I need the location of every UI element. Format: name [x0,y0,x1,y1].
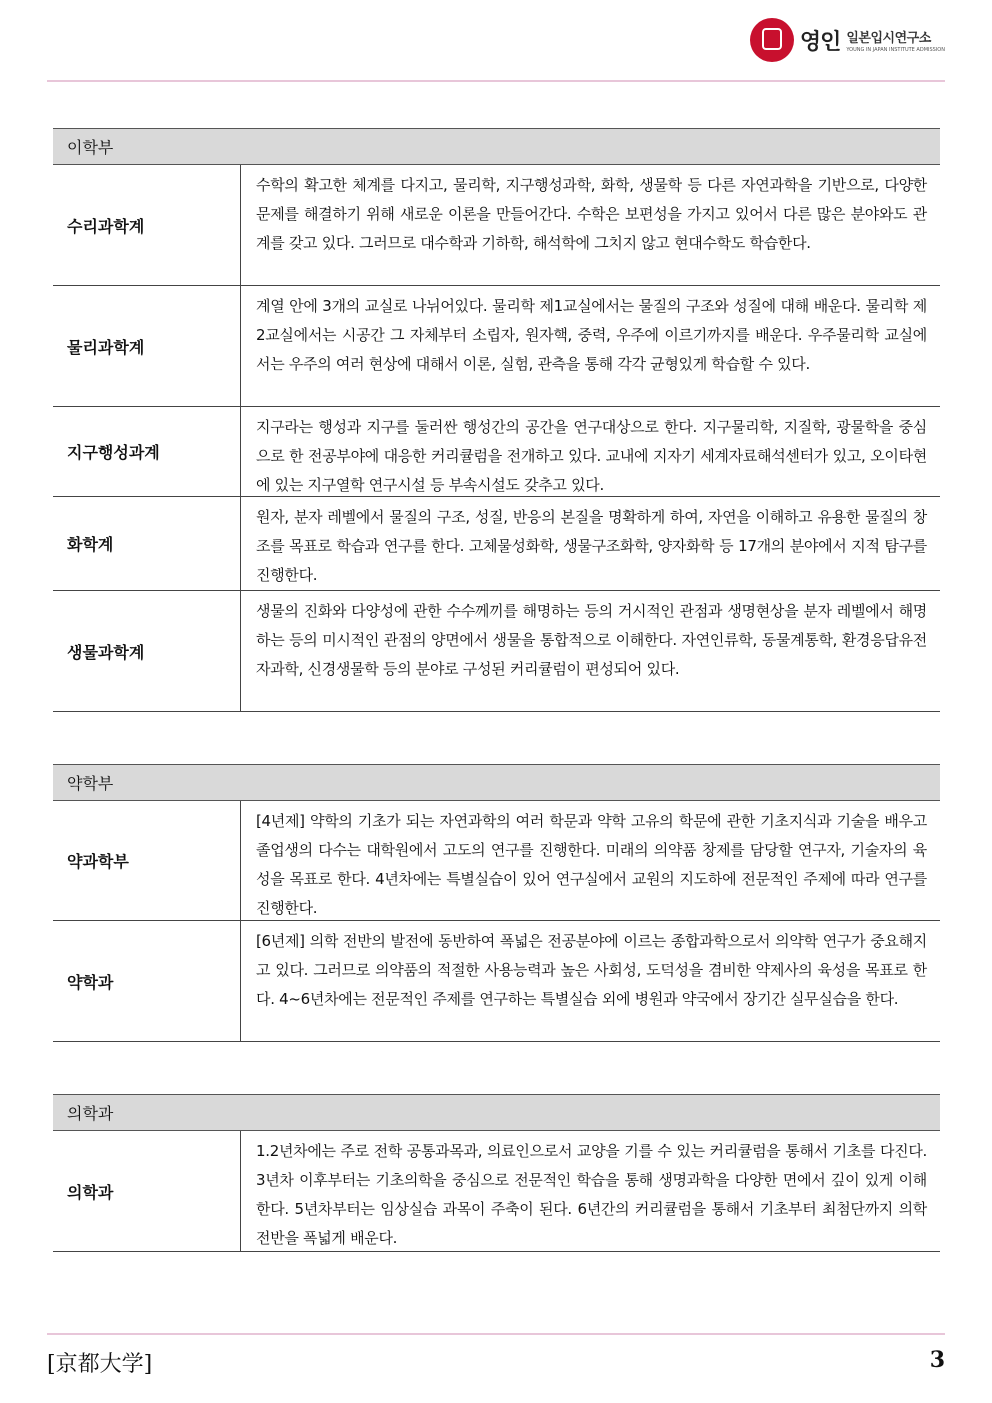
page-number: 3 [929,1347,945,1373]
row-label: 생물과학계 [53,591,241,711]
section-medicine [53,1094,940,1252]
row-label: 지구행성과계 [53,407,241,496]
row-label: 수리과학계 [53,165,241,285]
section-pharmacy [53,764,940,1042]
table-row [53,591,940,712]
table-row [53,497,940,591]
page-header [47,0,945,82]
section-science [53,128,940,712]
logo-name: 영인 [799,29,841,55]
row-description: 계열 안에 3개의 교실로 나뉘어있다. 물리학 제1교실에서는 물질의 구조와 성질에 대해 배운다. 물리학 제2교실에서는 시공간 그 자체부터 소립자, 원자핵, 중력, 우주에 이르기까지를 배운다. 우주물리학 교실에서는 우주의 여러 현상에 대해서 이론, 실험, 관측을 통해 각각 균형있게 학습할 수 있다. [256,297,927,373]
row-description: [4년제] 약학의 기초가 되는 자연과학의 여러 학문과 약학 고유의 학문에 관한 기초지식과 기술을 배우고 졸업생의 다수는 대학원에서 고도의 연구를 진행한다. 미래의 의약품 창제를 담당할 연구자, 기술자의 육성을 목표로 한다. 4년차에는 특별실습이 있어 연구실에서 교원의 지도하에 전문적인 주제에 따라 연구를 진행한다. [256,812,927,917]
logo [750,18,945,62]
row-label: 약과학부 [53,801,241,920]
row-label: 물리과학계 [53,286,241,406]
table-row [53,286,940,407]
table-row [53,1131,940,1252]
logo-english: YOUNG IN JAPAN INSTITUTE ADMISSION [846,47,945,53]
table-row [53,801,940,921]
table-row [53,921,940,1042]
row-label: 약학과 [53,921,241,1041]
row-description: 지구라는 행성과 지구를 둘러싼 행성간의 공간을 연구대상으로 한다. 지구물리학, 지질학, 광물학을 중심으로 한 전공부야에 대응한 커리큘럼을 전개하고 있다. 교내에 지자기 세계자료해석센터가 있고, 오이타현에 있는 지구열학 연구시설 등 부속시설도 갖추고 있다. [256,418,927,494]
row-label: 화학계 [53,497,241,590]
section-title: 약학부 [53,764,940,801]
logo-subtitle: 일본입시연구소 [846,31,931,46]
row-label: 의학과 [53,1131,241,1251]
row-description: 원자, 분자 레벨에서 물질의 구조, 성질, 반응의 본질을 명확하게 하여, 자연을 이해하고 유용한 물질의 창조를 목표로 학습과 연구를 한다. 고체물성화학, 생물구조화학, 양자화학 등 17개의 분야에서 지적 탐구를 진행한다. [256,508,927,584]
footer-divider [47,1333,945,1335]
row-description: 1.2년차에는 주로 전학 공통과목과, 의료인으로서 교양을 기를 수 있는 커리큘럼을 통해서 기초를 다진다. 3년차 이후부터는 기초의학을 중심으로 전문적인 학습을 통해 생명과학을 다양한 면에서 깊이 있게 이해한다. 5년차부터는 임상실습 과목이 주축이 된다. 6년간의 커리큘럼을 통해서 기초부터 최첨단까지 의학전반을 폭넓게 배운다. [256,1142,927,1247]
logo-emblem-icon [750,18,794,62]
row-description: 수학의 확고한 체계를 다지고, 물리학, 지구행성과학, 화학, 생물학 등 다른 자연과학을 기반으로, 다양한 문제를 해결하기 위해 새로운 이론을 만들어간다. 수학은 보편성을 가지고 있어서 다른 많은 분야와도 관계를 갖고 있다. 그러므로 대수학과 기하학, 해석학에 그치지 않고 현대수학도 학습한다. [256,176,927,252]
row-description: [6년제] 의학 전반의 발전에 동반하여 폭넓은 전공분야에 이르는 종합과학으로서 의약학 연구가 중요해지고 있다. 그러므로 의약품의 적절한 사용능력과 높은 사회성, 도덕성을 겸비한 약제사의 육성을 목표로 한다. 4~6년차에는 전문적인 주제를 연구하는 특별실습 외에 병원과 약국에서 장기간 실무실습을 한다. [256,932,927,1008]
section-title: 의학과 [53,1094,940,1131]
section-title: 이학부 [53,128,940,165]
table-row [53,407,940,497]
table-row [53,165,940,286]
row-description: 생물의 진화와 다양성에 관한 수수께끼를 해명하는 등의 거시적인 관점과 생명현상을 분자 레벨에서 해명하는 등의 미시적인 관점의 양면에서 생물을 통합적으로 이해한다. 자연인류학, 동물계통학, 환경응답유전자과학, 신경생물학 등의 분야로 구성된 커리큘럼이 편성되어 있다. [256,602,927,678]
footer-title: [京都大学] [47,1352,153,1377]
